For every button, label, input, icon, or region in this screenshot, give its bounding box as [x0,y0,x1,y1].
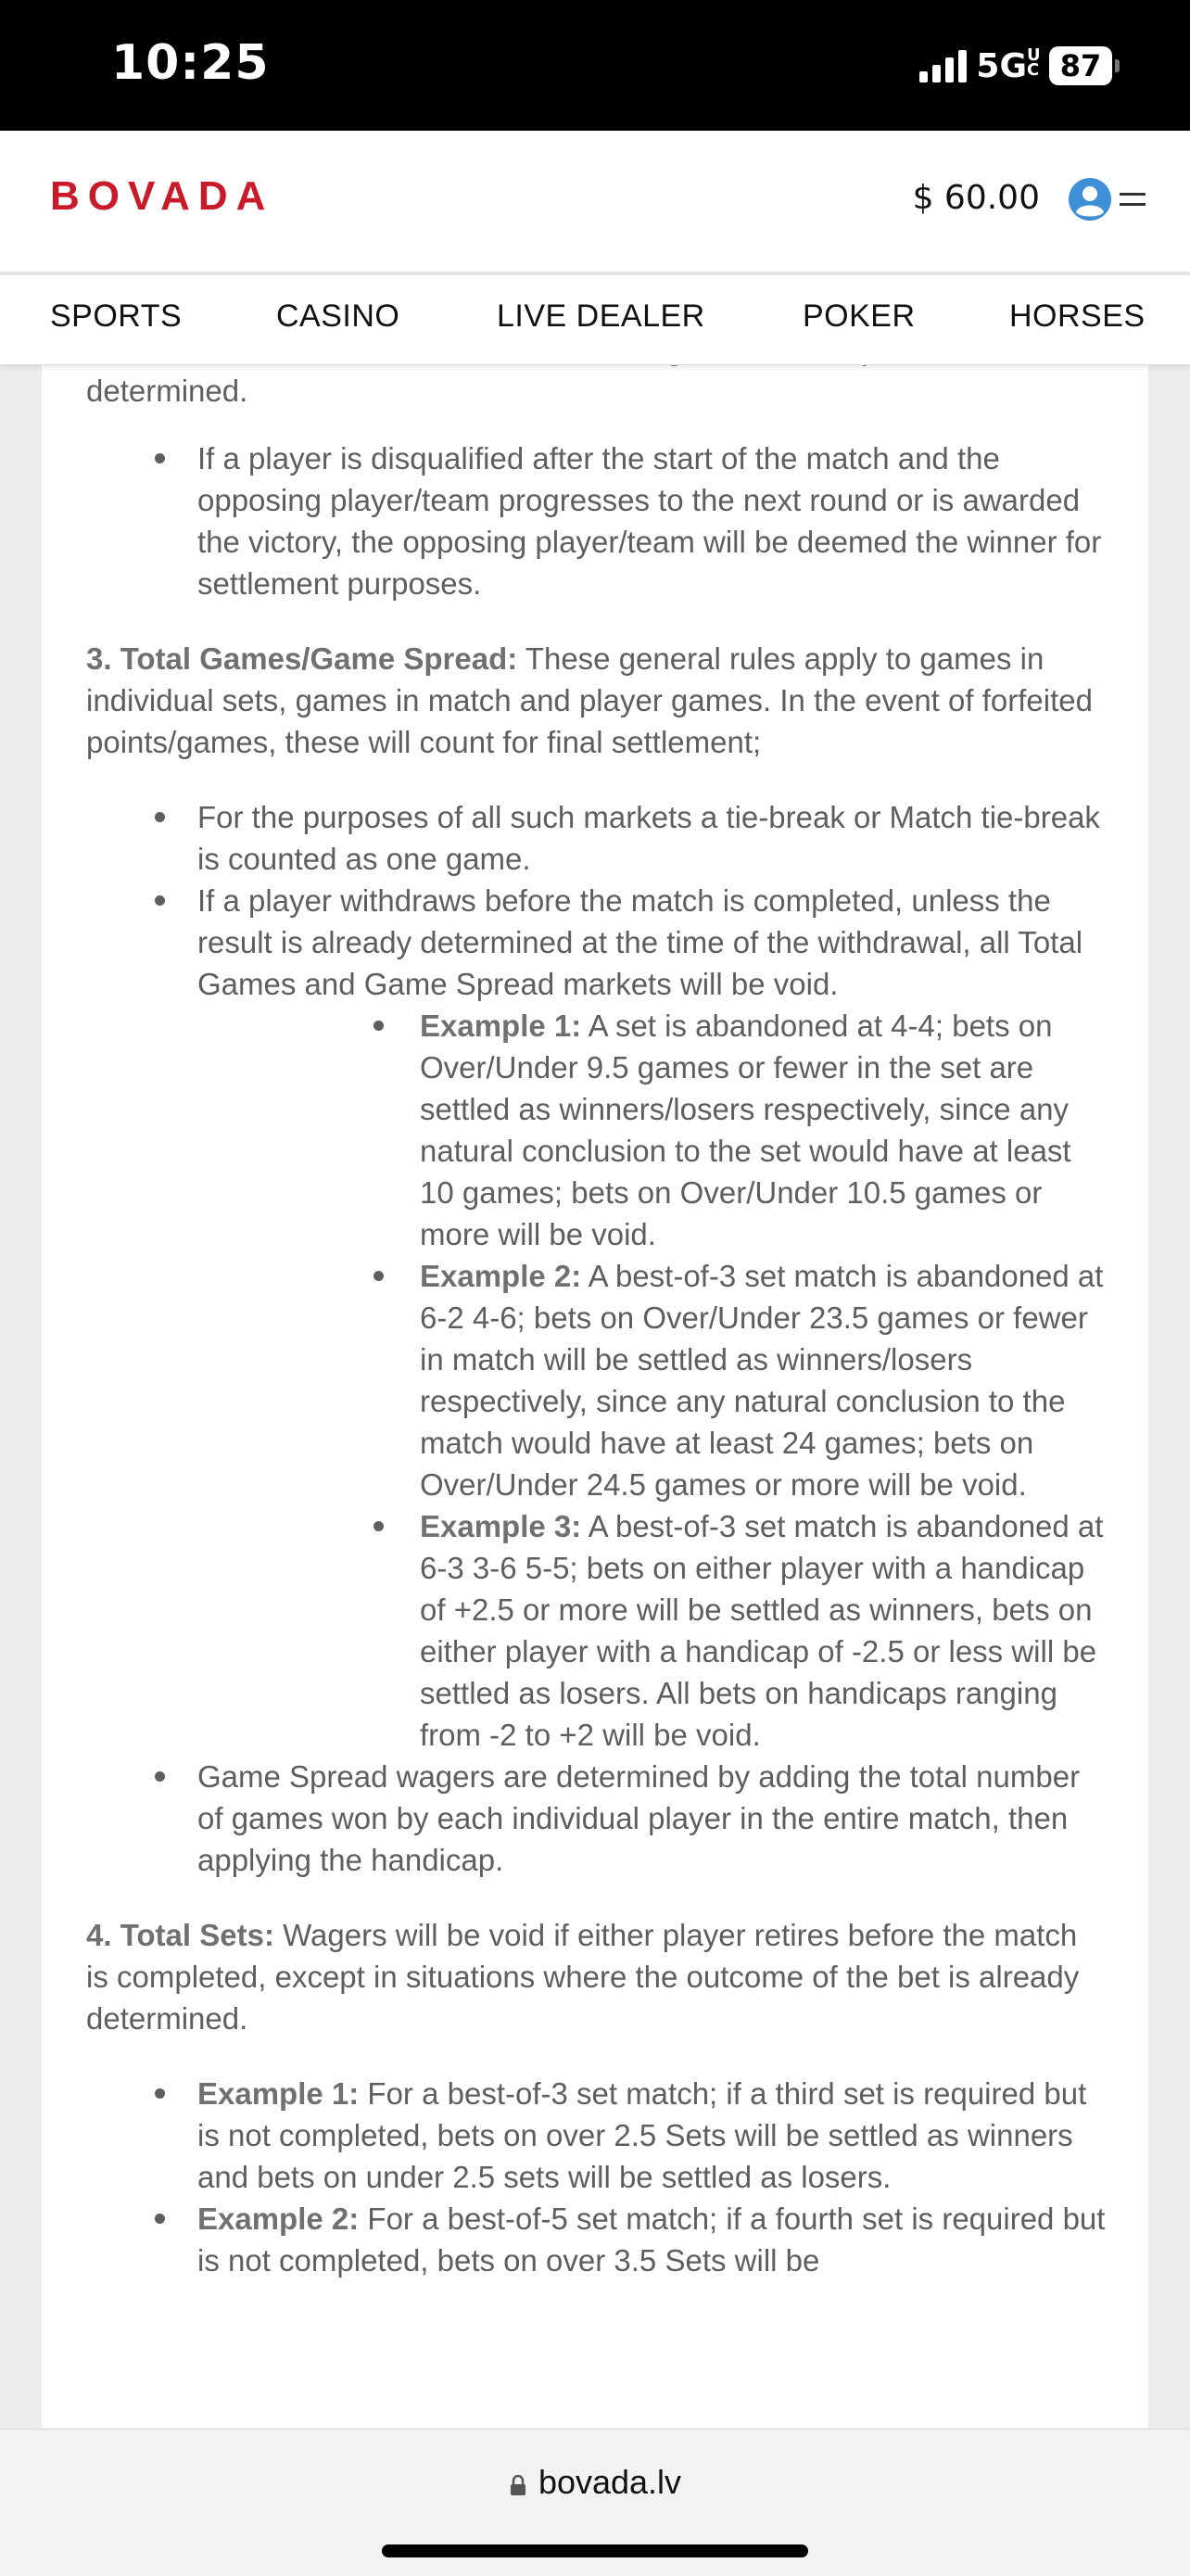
section-4-heading: 4. Total Sets: [86,1918,274,1952]
status-bar [0,0,1190,131]
rules-content [86,334,1106,2281]
list-item: Example 3: A best-of-3 set match is abandoned at 6-3 3-6 5-5; bets on either player with a handicap of +2.5 or more will be settled as winners, bets on either player with a handicap of -2.5 or less will be settled as losers. All bets on handicaps ranging from -2 to +2 will be void. [197,1505,1106,1756]
address-bar[interactable] [0,2463,1190,2502]
list-item: Example 2: For a best-of-5 set match; if a fourth set is required but is not completed, bets on over 3.5 Sets will be [86,2198,1106,2281]
nav-horses[interactable]: HORSES [1009,298,1146,334]
list-item: Example 1: A set is abandoned at 4-4; bets on Over/Under 9.5 games or fewer in the set are settled as winners/losers respectively, since any natural conclusion to the set would have at least 10 games; bets on Over/Under 10.5 games or more will be void. [197,1005,1106,1255]
nav-live-dealer[interactable]: LIVE DEALER [497,298,705,334]
list-item: If a player is disqualified after the start of the match and the opposing player/team progresses to the next round or is awarded the victory, the opposing player/team will be deemed the winner for settlement purposes. [86,438,1106,604]
nav-casino[interactable]: CASINO [276,298,400,334]
status-time: 10:25 [111,35,270,91]
example-list [309,1005,1106,1756]
cellular-signal-icon [919,49,967,82]
home-indicator[interactable] [382,2544,808,2557]
network-type: 5GUC [976,44,1041,85]
bullet-list [86,2073,1106,2281]
bovada-logo[interactable]: BOVADA [50,173,274,219]
section-3-heading: 3. Total Games/Game Spread: [86,641,518,676]
account-balance[interactable]: $ 60.00 [912,179,1040,217]
browser-bottom-bar [0,2429,1190,2576]
url-text: bovada.lv [538,2463,682,2501]
status-indicators [919,46,1120,85]
rules-card [42,334,1148,2429]
list-item: Example 1: For a best-of-3 set match; if a third set is required but is not completed, bets on over 2.5 Sets will be settled as winners and bets on under 2.5 sets will be settled as losers. [86,2073,1106,2198]
section-3: 3. Total Games/Game Spread: These general rules apply to games in individual sets, games in match and player games. In the event of forfeited points/games, these will count for final settlement; [86,641,1093,759]
list-item: For the purposes of all such markets a tie-break or Match tie-break is counted as one game. [86,796,1106,880]
bullet-list [86,438,1106,604]
battery-level: 87 [1049,46,1112,85]
nav-sports[interactable]: SPORTS [50,298,183,334]
list-item: If a player withdraws before the match is completed, unless the result is already determined at the time of the withdrawal, all Total Games and Game Spread markets will be void. Example 1: A set is abandoned at 4-4; bets on Over/Under 9.5 games or fewer in the set are settled as winners/losers respectively, since any natural conclusion to the set would have at least 10 games; bets on Over/Under 10.5 games or more will be void. Example 2: A best-of-3 set match is abandoned at 6-2 4-6; bets on Over/Under 23.5 games or fewer in match will be settled as winners/losers respectively, since any natural conclusion to the match would have at least 24 games; bets on Over/Under 24.5 games or more will be void. Example 3: A best-of-3 set match is abandoned at 6-3 3-6 5-5; bets on either player with a handicap of +2.5 or more will be settled as winners, bets on either player with a handicap of -2.5 or less will be settled as losers. All bets on handicaps ranging from -2 to +2 will be void. [86,880,1106,1756]
paragraph-end: determined. [86,374,248,408]
nav-poker[interactable]: POKER [803,298,916,334]
site-header [0,131,1190,275]
main-nav [0,275,1190,365]
menu-icon[interactable] [1120,188,1146,210]
list-item: Example 2: A best-of-3 set match is abandoned at 6-2 4-6; bets on Over/Under 23.5 games or fewer in match will be settled as winners/losers respectively, since any natural conclusion to the match would have at least 24 games; bets on Over/Under 24.5 games or more will be void. [197,1255,1106,1505]
lock-icon [509,2475,527,2495]
bullet-list [86,796,1106,1881]
list-item: Game Spread wagers are determined by adding the total number of games won by each individual player in the entire match, then applying the handicap. [86,1756,1106,1881]
section-4: 4. Total Sets: Wagers will be void if either player retires before the match is completed, except in situations where the outcome of the bet is already determined. [86,1918,1080,2036]
battery-icon [1049,46,1120,85]
account-avatar-icon[interactable] [1068,177,1112,222]
